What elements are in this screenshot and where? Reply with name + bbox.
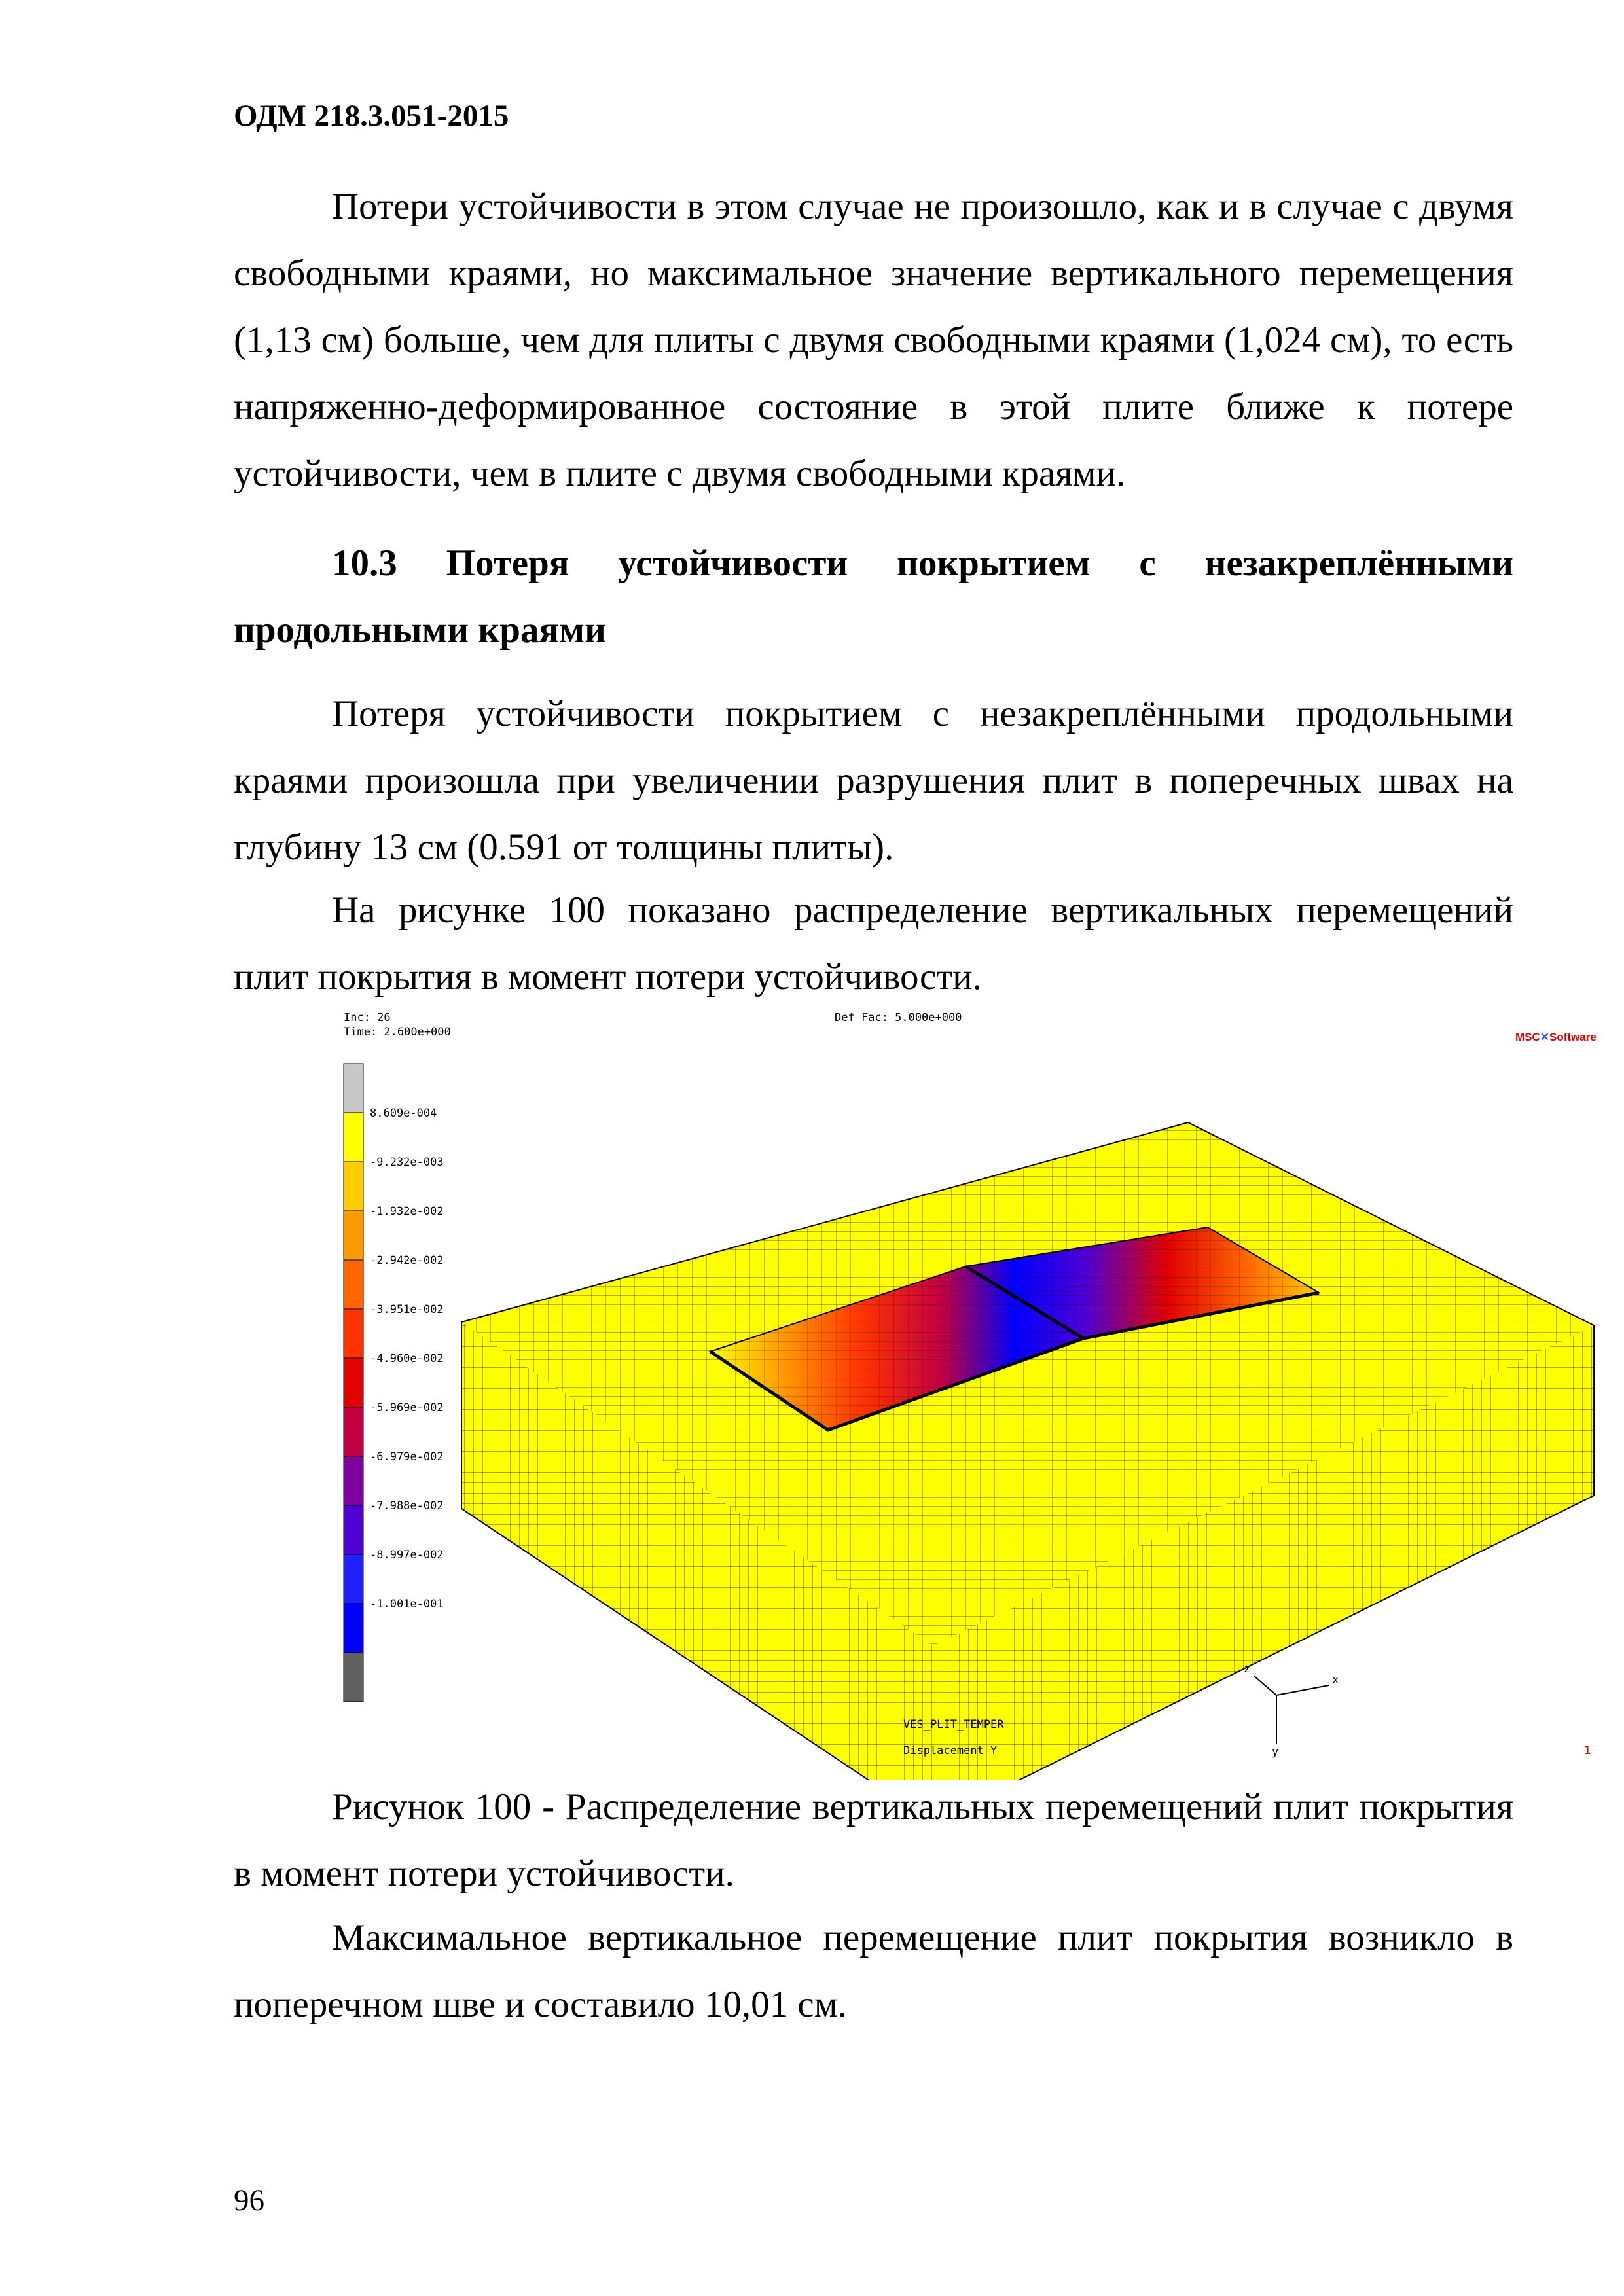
increment-label: Inc: 26	[344, 1011, 391, 1024]
figure-caption: Рисунок 100 - Распределение вертикальных перемещений плит покрытия в момент потери устойчивости.	[234, 1786, 1513, 1894]
viewport-index: 1	[1584, 1744, 1591, 1757]
legend-label: -4.960e-002	[370, 1352, 444, 1365]
legend-color-bar	[344, 1064, 363, 1702]
axis-y-label: y	[1272, 1746, 1279, 1759]
paragraph-figure-reference: На рисунке 100 показано распределение вертикальных перемещений плит покрытия в момент потери устойчивости.	[234, 889, 1513, 997]
legend-label: -5.969e-002	[370, 1401, 444, 1414]
legend-label: -9.232e-003	[370, 1156, 444, 1169]
legend-label: -6.979e-002	[370, 1450, 444, 1463]
fem-model-view	[317, 1011, 1620, 1780]
legend-label: -8.997e-002	[370, 1549, 444, 1562]
model-name: VES_PLIT_TEMPER	[903, 1718, 1004, 1731]
pavement-block	[461, 1122, 1594, 1780]
paragraph-loss-of-stability: Потеря устойчивости покрытием с незакреплёнными продольными краями произошла при увеличении разрушения плит в поперечных швах на глубину 13 см (0.591 от толщины плиты).	[234, 693, 1513, 868]
paragraph-max-displacement: Максимальное вертикальное перемещение плит покрытия возникло в поперечном шве и составило 10,01 см.	[234, 1917, 1513, 2025]
legend-label: 8.609e-004	[370, 1107, 437, 1120]
coordinate-axes	[1254, 1676, 1329, 1744]
legend-label: -2.942e-002	[370, 1254, 444, 1267]
legend-label: -3.951e-002	[370, 1303, 444, 1316]
document-code: ОДМ 218.3.051-2015	[234, 99, 509, 133]
axis-z-label: z	[1244, 1662, 1251, 1676]
result-name: Displacement Y	[903, 1744, 998, 1757]
fem-displacement-figure	[317, 1011, 1620, 1780]
axis-x-label: x	[1332, 1674, 1339, 1687]
paragraph-stability-comparison: Потери устойчивости в этом случае не произошло, как и в случае с двумя свободными краями, но максимальное значение вертикального перемещения (1,13 см) больше, чем для плиты с двумя свободными краями (1,024 см), то есть напряженно-деформированное состояние в этой плите ближе к потере устойчивости, чем в плите с двумя свободными краями.	[234, 186, 1513, 494]
page-number: 96	[234, 2183, 264, 2217]
time-label: Time: 2.600e+000	[344, 1026, 451, 1039]
deformation-factor-label: Def Fac: 5.000e+000	[835, 1011, 962, 1024]
legend-label: -1.932e-002	[370, 1205, 444, 1218]
legend-label: -1.001e-001	[370, 1598, 444, 1611]
msc-software-logo: MSC✕Software	[1515, 1031, 1597, 1043]
legend-label: -7.988e-002	[370, 1499, 444, 1513]
section-heading: 10.3 Потеря устойчивости покрытием с незакреплёнными продольными краями	[234, 543, 1513, 651]
